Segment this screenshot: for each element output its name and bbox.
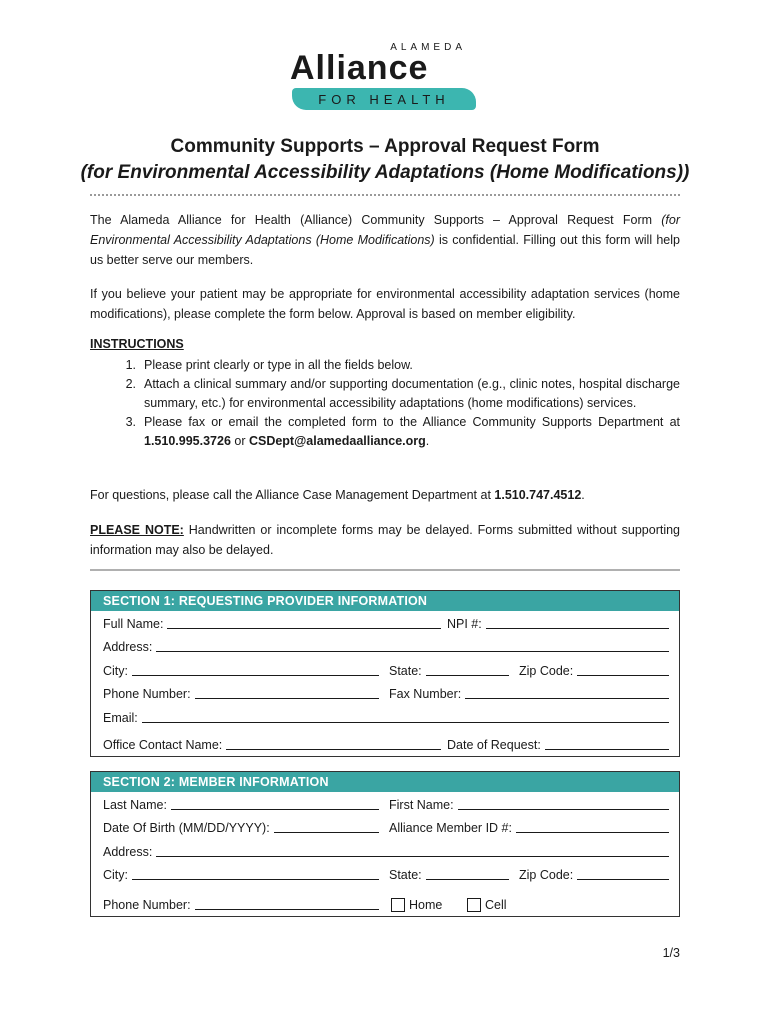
- instruction-item: [90, 375, 680, 413]
- period: .: [425, 434, 430, 448]
- intro-paragraph-2: If you believe your patient may be appropriate for environmental accessibility adaptation services (home modifications), please complete the form below. Approval is based on member eligibility.: [90, 287, 680, 321]
- cell-checkbox[interactable]: [467, 898, 481, 912]
- note-text: Handwritten or incomplete forms may be delayed. Forms submitted without supporting information may also be delayed.: [90, 523, 681, 557]
- member-phone-field[interactable]: [103, 898, 379, 912]
- cell-label: Cell: [485, 898, 507, 912]
- field-label: City:: [103, 868, 128, 882]
- instruction-item: [90, 356, 680, 375]
- provider-fax-field[interactable]: [389, 687, 669, 701]
- first-name-field[interactable]: [389, 798, 669, 812]
- case-management-phone: 1.510.747.4512: [494, 488, 582, 502]
- form-row: [91, 839, 679, 863]
- field-label: Fax Number:: [389, 687, 462, 701]
- questions-paragraph: [90, 485, 680, 505]
- form-row: [91, 863, 679, 887]
- section-2-member-info: [90, 771, 680, 917]
- fax-number: 1.510.995.3726: [144, 434, 231, 448]
- intro-text-italic: (for Environmental Accessibility Adaptations (Home Modifications): [90, 213, 680, 247]
- field-label: Address:: [103, 844, 153, 859]
- full-name-field[interactable]: [103, 617, 441, 631]
- input-line[interactable]: [195, 697, 379, 699]
- member-city-field[interactable]: [103, 868, 379, 882]
- field-label: Office Contact Name:: [103, 737, 223, 752]
- input-line[interactable]: [156, 855, 669, 857]
- form-title: Community Supports – Approval Request Form: [170, 136, 600, 157]
- logo-name: Alliance: [290, 49, 429, 87]
- instruction-text: Attach a clinical summary and/or supporting documentation (e.g., clinic notes, hospital discharge summary, etc.) for environmental accessibility adaptations (home modifications) services.: [144, 377, 680, 410]
- cell-checkbox-group[interactable]: [467, 898, 507, 912]
- input-line[interactable]: [167, 627, 441, 629]
- alliance-logo: [290, 42, 480, 114]
- provider-city-field[interactable]: [103, 664, 379, 678]
- input-line[interactable]: [426, 674, 509, 676]
- input-line[interactable]: [577, 878, 669, 880]
- input-line[interactable]: [465, 697, 669, 699]
- field-label: City:: [103, 663, 128, 678]
- provider-zip-field[interactable]: [519, 664, 669, 678]
- questions-text: For questions, please call the Alliance Case Management Department at: [90, 488, 495, 502]
- field-label: Address:: [103, 640, 153, 654]
- npi-field[interactable]: [447, 617, 669, 631]
- input-line[interactable]: [195, 908, 379, 910]
- input-line[interactable]: [516, 831, 669, 833]
- input-line[interactable]: [226, 748, 441, 750]
- office-contact-field[interactable]: [103, 738, 441, 752]
- field-label: State:: [389, 868, 422, 882]
- dotted-divider: [90, 194, 680, 196]
- home-checkbox[interactable]: [391, 898, 405, 912]
- form-row: [91, 682, 679, 706]
- provider-phone-field[interactable]: [103, 687, 379, 701]
- field-label: Phone Number:: [103, 898, 191, 912]
- form-row: [91, 611, 679, 635]
- field-label: Alliance Member ID #:: [389, 821, 512, 835]
- instructions-list: [90, 356, 680, 451]
- period: .: [581, 488, 585, 502]
- form-row: [91, 705, 679, 729]
- member-address-field[interactable]: [103, 845, 669, 859]
- field-label: Date Of Birth (MM/DD/YYYY):: [103, 821, 270, 835]
- field-label: Last Name:: [103, 797, 167, 812]
- provider-address-field[interactable]: [103, 640, 669, 654]
- instruction-number: 3.: [125, 415, 136, 429]
- intro-paragraph-1: [90, 210, 680, 270]
- member-state-field[interactable]: [389, 868, 509, 882]
- date-of-birth-field[interactable]: [103, 821, 379, 835]
- member-zip-field[interactable]: [519, 868, 669, 882]
- form-row: [91, 792, 679, 816]
- email-link[interactable]: CSDept@alamedaalliance.org: [248, 434, 426, 448]
- input-line[interactable]: [156, 650, 669, 652]
- provider-state-field[interactable]: [389, 664, 509, 678]
- form-row: [91, 729, 679, 756]
- form-subtitle: (for Environmental Accessibility Adaptations (Home Modifications)): [80, 162, 690, 183]
- input-line[interactable]: [577, 674, 669, 676]
- instruction-item: [90, 413, 680, 451]
- logo-band: FOR HEALTH: [292, 88, 476, 110]
- input-line[interactable]: [426, 878, 509, 880]
- section-1-heading: SECTION 1: REQUESTING PROVIDER INFORMATION: [91, 591, 679, 611]
- section-1-provider-info: [90, 590, 680, 757]
- instruction-text: [144, 413, 680, 451]
- date-of-request-field[interactable]: [447, 738, 669, 752]
- field-label: Full Name:: [103, 616, 164, 631]
- logo-top-text: ALAMEDA: [390, 42, 466, 53]
- instruction-number: 1.: [125, 358, 136, 372]
- input-line[interactable]: [458, 808, 669, 810]
- field-label: Email:: [103, 710, 138, 725]
- instruction-number: 2.: [125, 377, 136, 391]
- or-text: or: [230, 434, 249, 448]
- field-label: Zip Code:: [519, 868, 574, 882]
- instruction-text: Please print clearly or type in all the fields below.: [144, 358, 413, 372]
- instructions-heading: INSTRUCTIONS: [90, 337, 184, 351]
- field-label: Phone Number:: [103, 687, 191, 701]
- intro-text-a: The Alameda Alliance for Health (Alliance) Community Supports – Approval Request Form: [90, 213, 662, 227]
- field-label: NPI #:: [447, 616, 482, 631]
- input-line[interactable]: [171, 808, 379, 810]
- input-line[interactable]: [142, 721, 669, 723]
- input-line[interactable]: [132, 878, 379, 880]
- member-id-field[interactable]: [389, 821, 669, 835]
- instruction-3-text: Please fax or email the completed form to the Alliance Community Supports Department at: [144, 415, 680, 429]
- input-line[interactable]: [545, 748, 669, 750]
- form-row: [91, 658, 679, 682]
- home-label: Home: [409, 898, 443, 912]
- field-label: State:: [389, 663, 422, 678]
- field-label: Date of Request:: [447, 737, 541, 752]
- field-label: Zip Code:: [519, 663, 574, 678]
- note-label: PLEASE NOTE:: [90, 523, 184, 537]
- form-row: [91, 886, 679, 916]
- field-label: First Name:: [389, 797, 454, 812]
- section-2-heading: SECTION 2: MEMBER INFORMATION: [91, 772, 679, 792]
- input-line[interactable]: [486, 627, 669, 629]
- last-name-field[interactable]: [103, 798, 379, 812]
- page-number: 1/3: [662, 946, 680, 960]
- home-checkbox-group[interactable]: [391, 898, 442, 912]
- intro-text-b: is confidential. Filling out this form will help us better serve our members.: [90, 233, 680, 267]
- section-divider: [90, 569, 680, 571]
- input-line[interactable]: [132, 674, 379, 676]
- input-line[interactable]: [274, 831, 379, 833]
- provider-email-field[interactable]: [103, 711, 669, 725]
- form-row: [91, 816, 679, 840]
- form-row: [91, 635, 679, 659]
- note-paragraph: [90, 520, 680, 560]
